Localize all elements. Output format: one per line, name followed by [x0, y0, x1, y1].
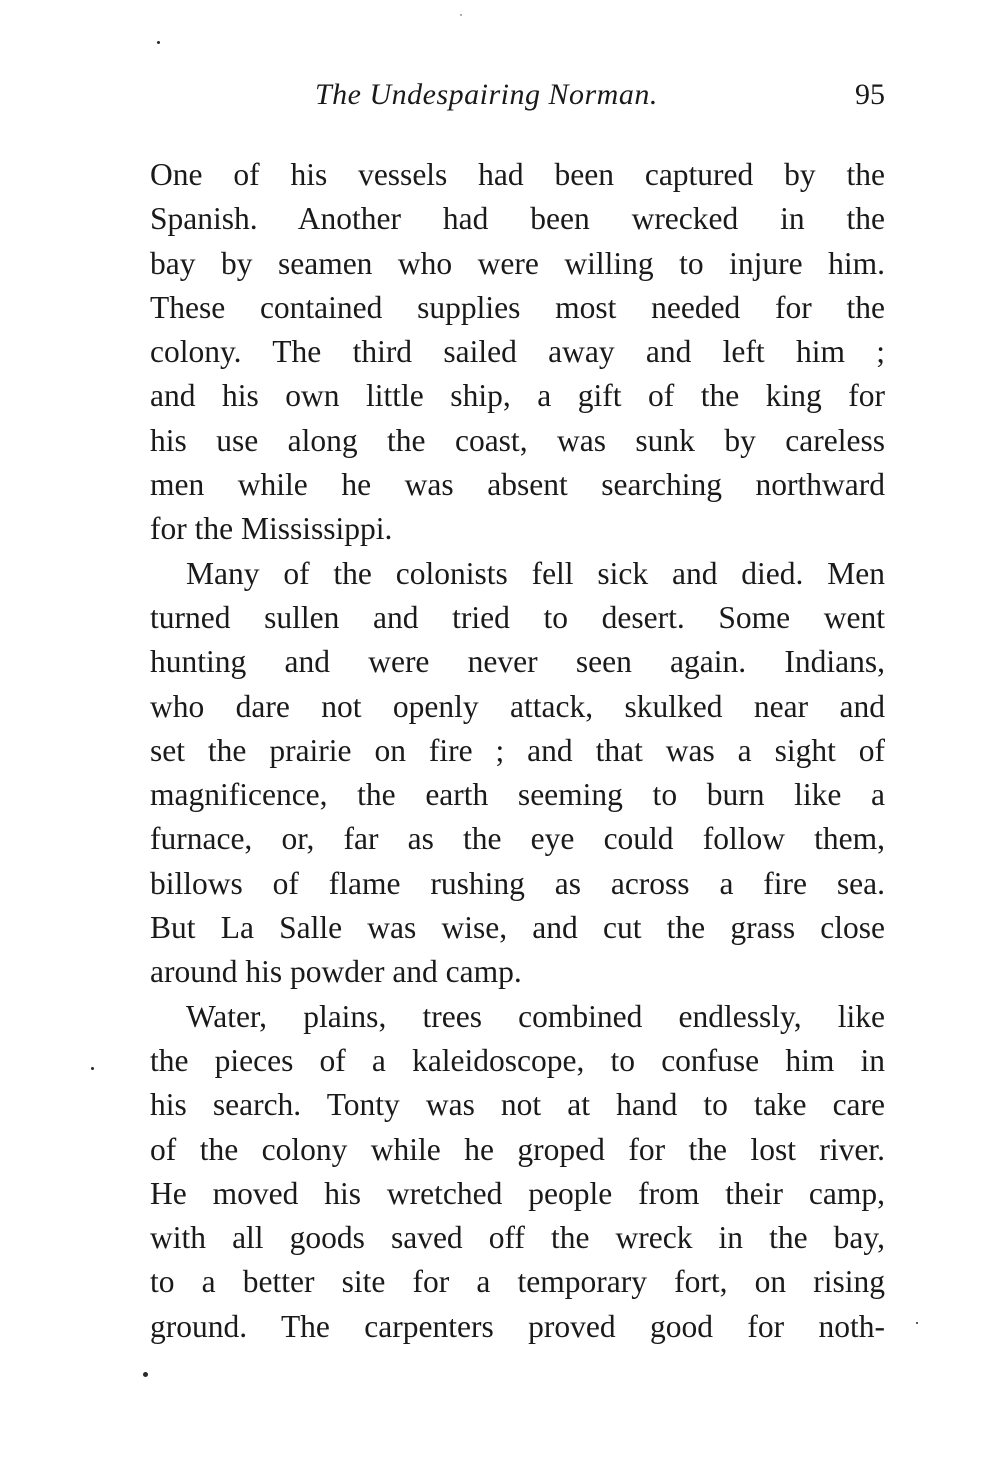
paragraph-2 — [150, 552, 885, 995]
scan-speck — [157, 41, 160, 44]
text-line: around his powder and camp. — [150, 954, 522, 990]
text-line: One of his vessels had been captured by the — [150, 157, 885, 192]
text-line: furnace, or, far as the eye could follow them, — [150, 821, 885, 857]
scan-speck — [143, 1372, 148, 1377]
text-line: of the colony while he groped for the lost river. — [150, 1131, 885, 1167]
text-line: his use along the coast, was sunk by careless — [150, 422, 885, 458]
text-line: But La Salle was wise, and cut the grass close — [150, 910, 885, 946]
text-line: colony. The third sailed away and left him ; — [150, 334, 885, 370]
text-line: to a better site for a temporary fort, on rising — [150, 1264, 885, 1300]
body-text — [150, 153, 885, 1349]
text-line: with all goods saved off the wreck in the bay, — [150, 1220, 885, 1256]
text-line: He moved his wretched people from their camp, — [150, 1175, 885, 1211]
text-line: These contained supplies most needed for the — [150, 289, 885, 325]
text-line: hunting and were never seen again. Indians, — [150, 644, 885, 680]
paragraph-3 — [150, 995, 885, 1349]
running-title: The Undespairing Norman. — [315, 78, 658, 111]
text-line: turned sullen and tried to desert. Some went — [150, 599, 885, 635]
paragraph-1 — [150, 153, 885, 552]
scan-speck — [460, 14, 462, 16]
scan-speck — [91, 1067, 94, 1070]
text-line: men while he was absent searching northward — [150, 467, 885, 503]
text-line: and his own little ship, a gift of the king for — [150, 378, 885, 414]
page-number: 95 — [855, 78, 885, 111]
text-line: ground. The carpenters proved good for noth- — [150, 1308, 885, 1344]
text-line: for the Mississippi. — [150, 511, 393, 547]
text-line: his search. Tonty was not at hand to take care — [150, 1087, 885, 1123]
running-head — [150, 78, 885, 118]
text-line: Many of the colonists fell sick and died. Men — [186, 555, 885, 591]
text-line: magnificence, the earth seeming to burn like a — [150, 777, 885, 813]
text-line: set the prairie on fire ; and that was a sight of — [150, 732, 885, 768]
text-line: billows of flame rushing as across a fire sea. — [150, 865, 885, 901]
text-line: Water, plains, trees combined endlessly, like — [186, 998, 885, 1034]
text-line: Spanish. Another had been wrecked in the — [150, 201, 885, 237]
text-line: bay by seamen who were willing to injure him. — [150, 245, 885, 281]
text-line: the pieces of a kaleidoscope, to confuse him in — [150, 1042, 885, 1078]
scan-speck — [916, 1322, 918, 1324]
text-line: who dare not openly attack, skulked near and — [150, 688, 885, 724]
